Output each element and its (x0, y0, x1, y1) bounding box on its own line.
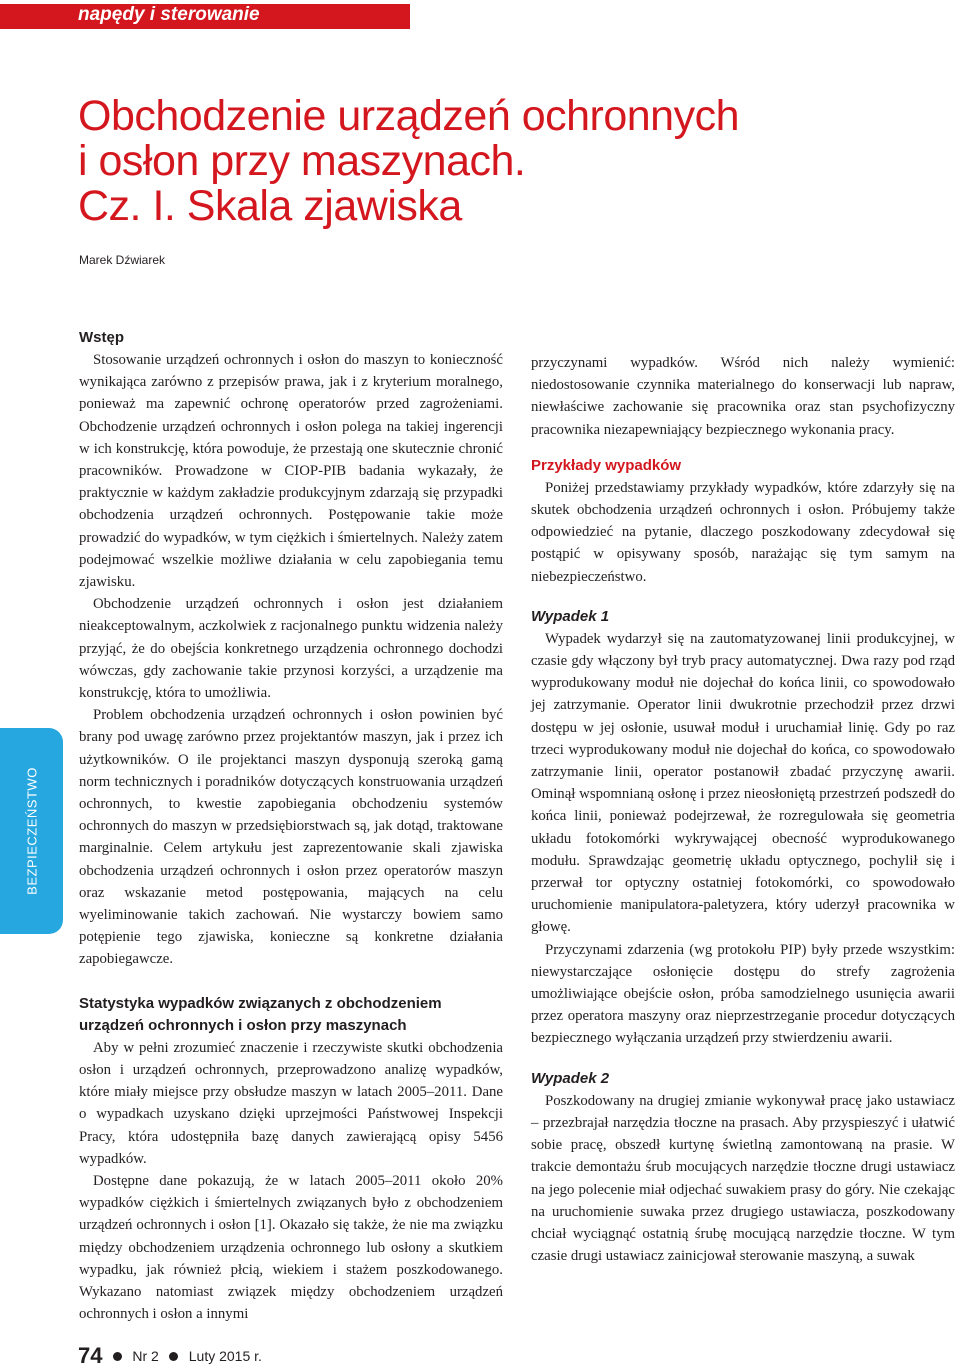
body-paragraph: Przyczynami zdarzenia (wg protokołu PIP) były przede wszystkim: niewystarczające osłonięcie dostępu do strefy zagrożenia umożliwiające obejście osłon, próba samodzielnego usunięcia awarii przez operatora maszyny oraz nieprzestrzeganie procedur dotyczących bezpiecznego wyłączania urządzeń przy stwierdzeniu awarii. (531, 941, 955, 1047)
side-category-label: BEZPIECZEŃSTWO (24, 767, 39, 895)
body-paragraph: przyczynami wypadków. Wśród nich należy wymienić: niedostosowanie czynnika materialnego do konserwacji lub napraw, niewłaściwe zachowanie się pracownika oraz stan psychofizyczny pracownika niezapewniający bezpiecznego wykonania pracy. (531, 355, 955, 438)
side-category-tab (0, 728, 63, 934)
body-paragraph: Dostępne dane pokazują, że w latach 2005–2011 około 20% wypadków ciężkich i śmiertelnych związanych było z obchodzeniem urządzeń ochronnych i osłon [1]. Okazało się także, że nie ma związku między obchodzeniem urządzenia ochronnego lub osłony a skutkiem wypadku, jak również płcią, wiekiem i stażem poszkodowanego. Wykazano natomiast związek między obchodzeniem urządzeń ochronnych i osłon a innymi (79, 1172, 503, 1323)
right-column (531, 352, 955, 1267)
article-title-line: Obchodzenie urządzeń ochronnych (78, 92, 739, 140)
left-column (79, 327, 503, 1325)
page-footer (78, 1343, 262, 1369)
section-label: napędy i sterowanie (78, 4, 260, 25)
body-paragraph: Stosowanie urządzeń ochronnych i osłon do maszyn to konieczność wynikająca zarówno z przepisów prawa, jak i z kryterium moralnego, ponieważ ma zapewnić ochronę operatorów przed zagrożeniami. Obchodzenie urządzeń ochronnych i osłon polega na takiej ingerencji w ich konstrukcję, która powoduje, że przestają one skutecznie chronić pracowników. Prowadzone w CIOP-PIB badania wykazały, że praktycznie w każdym zakładzie produkcyjnym zdarzają się przypadki obchodzenia urządzeń ochronnych. Postępowanie takie może prowadzić do wypadków, w tym ciężkich i śmiertelnych. Należy zatem podejmować wszelkie możliwe działania w celu zapobiegania temu zjawisku. (79, 352, 503, 591)
body-paragraph: Obchodzenie urządzeń ochronnych i osłon jest działaniem nieakceptowalnym, aczkolwiek z racjonalnego punktu widzenia należy przyjąć, że do obejścia konkretnego urządzenia ochronnego dochodzi wówczas, gdy zachowanie takie przynosi korzyści, a urządzenie ma konstrukcję, która to umożliwia. (79, 596, 503, 702)
intro-heading: Wstęp (79, 329, 124, 346)
issue-number: Nr 2 (132, 1348, 159, 1364)
examples-heading: Przykłady wypadków (531, 456, 682, 474)
stats-heading: Statystyka wypadków związanych z obchodzeniem urządzeń ochronnych i osłon przy maszynach (79, 994, 442, 1034)
issue-date: Luty 2015 r. (188, 1348, 262, 1364)
body-paragraph: Wypadek wydarzył się na zautomatyzowanej linii produkcyjnej, w czasie gdy włączony był tryb pracy automatycznej. Dwa razy pod rząd wyprodukowany moduł nie dojechał do końca linii, co spowodowało jej zatrzymanie. Operator linii dwukrotnie przechodził przez drzwi dostępu w jej osłonie, usuwał moduł i uruchamiał linię. Gdy po raz trzeci wyprodukowany moduł nie dojechał do końca, co spowodowało zatrzymanie linii, operator postanowił zbadać przyczynę awarii. Ominął wspomnianą osłonę i przez nieosłoniętą przestrzeń podszedł do końca linii, ponieważ podejrzewał, że rozregulowała się geometria układu fotokomórki wykrywającej obecność wyprodukowanego modułu. Sprawdzając geometrię układu optycznego, pochylił się i przerwał tor optyczny ostatniej fotokomórki, co spowodowało uruchomienie manipulatora-paletyzera, który uderzył pracownika w głowę. (531, 630, 955, 936)
case-1-heading: Wypadek 1 (531, 607, 610, 625)
page-number: 74 (78, 1343, 103, 1368)
body-paragraph: Problem obchodzenia urządzeń ochronnych i osłon powinien być brany pod uwagę zarówno przez projektantów maszyn, jak i przez ich użytkowników. O ile projektanci maszyn dysponują szeroką gamą norm technicznych i poradników dotyczących konstruowania urządzeń ochronnych, to kwestie zapobiegania obchodzeniu systemów ochronnych do maszyn w przedsiębiorstwach są, jak dotąd, traktowane marginalnie. Celem artykułu jest zaprezentowanie skali zjawiska obchodzenia urządzeń ochronnych i osłon przez operatorów maszyn oraz wskazanie metod postępowania, mających na celu wyeliminowanie takich zachowań. Nie wystarczy bowiem samo potępienie tego zjawiska, konieczne są konkretne działania zapobiegawcze. (79, 707, 503, 968)
article-author: Marek Dźwiarek (79, 253, 166, 267)
body-paragraph: Aby w pełni zrozumieć znaczenie i rzeczywiste skutki obchodzenia osłon i urządzeń ochronnych, przeprowadzono analizę wypadków, które miały miejsce przy obsłudze maszyn w latach 2005–2011. Dane o wypadkach uzyskano dzięki uprzejmości Państwowej Inspekcji Pracy, która udostępniła bazę danych zawierającą opisy 5456 wypadków. (79, 1039, 503, 1167)
case-2-heading: Wypadek 2 (531, 1069, 610, 1087)
body-paragraph: Poniżej przedstawiamy przykłady wypadków, które zdarzyły się na skutek obchodzenia urządzeń ochronnych i osłon. Próbujemy także odpowiedzieć na pytanie, dlaczego poszkodowany zdecydował się postąpić w opisywany sposób, narażając się tym samym na niebezpieczeństwo. (531, 479, 955, 585)
bullet-separator (113, 1352, 122, 1361)
article-title-line: Cz. I. Skala zjawiska (78, 182, 462, 230)
article-title-line: i osłon przy maszynach. (78, 137, 526, 185)
article-title (78, 94, 778, 229)
bullet-separator (169, 1352, 178, 1361)
body-paragraph: Poszkodowany na drugiej zmianie wykonywał pracę jako ustawiacz – przezbrajał narzędzia tłoczne na prasach. Aby przyspieszyć i ułatwić sobie pracę, obszedł kurtynę świetlną zamontowaną na prasie. W trakcie demontażu śrub mocujących narzędzie tłoczne drugi ustawiacz na jego polecenie miał odjechać suwakiem prasy do góry. Nie czekając na uruchomienie suwaka przez drugiego ustawiacza, poszkodowany chciał wyciągnąć ostatnią śrubę mocującą narzędzie tłoczne. W tym czasie drugi ustawiacz zainicjował sterowanie maszyną, a suwak (531, 1092, 955, 1265)
